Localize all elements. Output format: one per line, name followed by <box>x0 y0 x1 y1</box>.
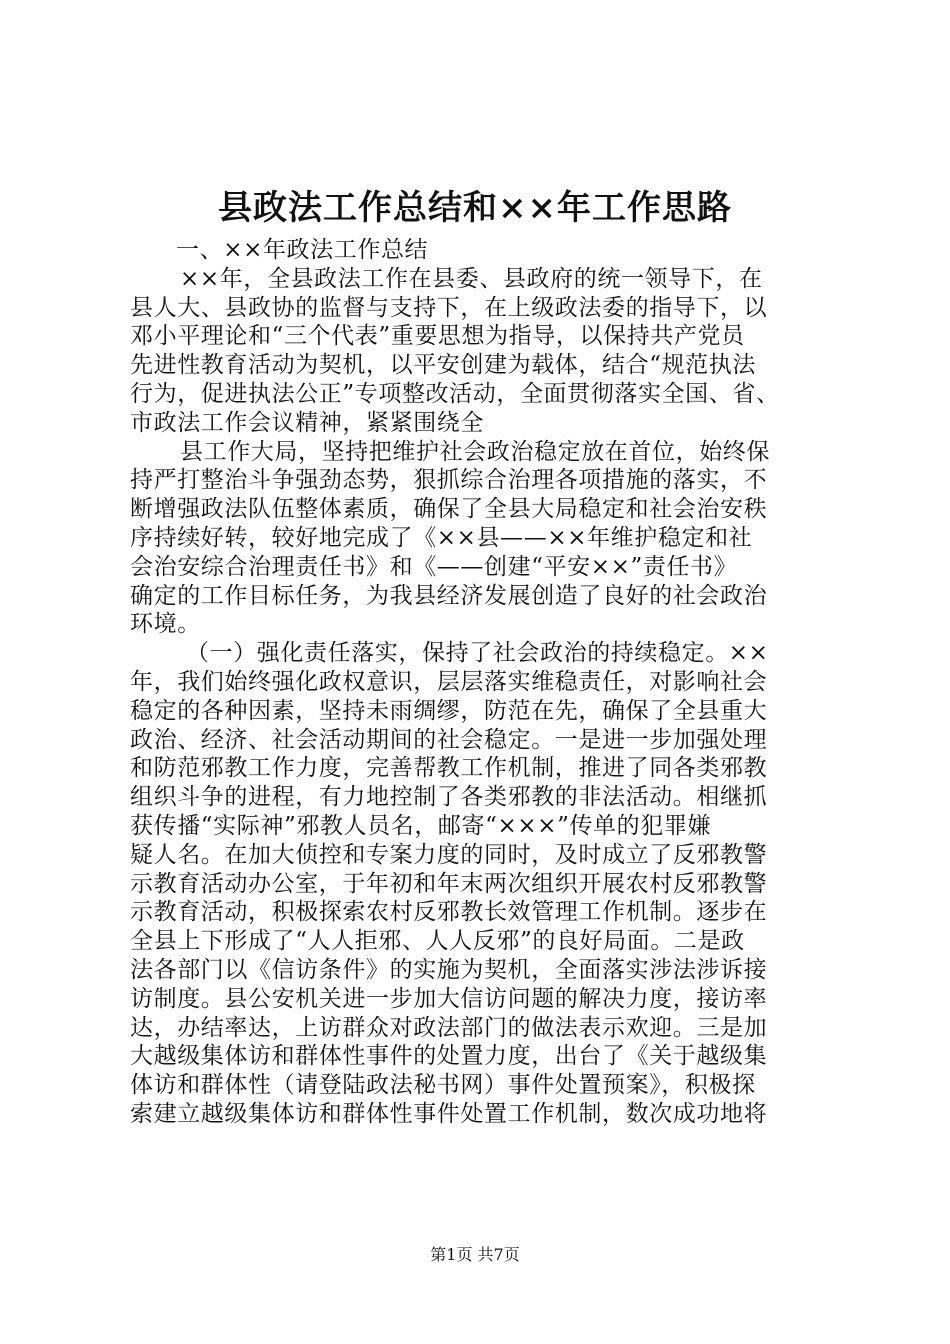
paragraph-line: 访制度。县公安机关进一步加大信访问题的解决力度，接访率 <box>130 985 768 1012</box>
paragraph-line: 和防范邪教工作力度，完善帮教工作机制，推进了同各类邪教 <box>130 755 768 782</box>
paragraph-line: 示教育活动办公室，于年初和年末两次组织开展农村反邪教警 <box>130 870 768 897</box>
paragraph-line: 大越级集体访和群体性事件的处置力度，出台了《关于越级集 <box>130 1043 768 1070</box>
paragraph-line: 持严打整治斗争强劲态势，狠抓综合治理各项措施的落实，不 <box>130 467 768 494</box>
paragraph-line: 体访和群体性（请登陆政法秘书网）事件处置预案》，积极探 <box>130 1072 756 1099</box>
paragraph-line: 示教育活动，积极探索农村反邪教长效管理工作机制。逐步在 <box>130 899 768 926</box>
paragraph-line: 会治安综合治理责任书》和《——创建“平安××”责任书》 <box>130 553 738 580</box>
paragraph-line: 组织斗争的进程，有力地控制了各类邪教的非法活动。相继抓 <box>130 784 768 811</box>
paragraph-line: 疑人名。在加大侦控和专案力度的同时，及时成立了反邪教警 <box>130 841 768 868</box>
paragraph-line: ××年，全县政法工作在县委、县政府的统一领导下，在 <box>180 265 763 292</box>
paragraph-line: 市政法工作会议精神，紧紧围绕全 <box>130 409 484 436</box>
paragraph-line: 县工作大局，坚持把维护社会政治稳定放在首位，始终保 <box>180 438 770 465</box>
paragraph-line: 断增强政法队伍整体素质，确保了全县大局稳定和社会治安秩 <box>130 496 768 523</box>
paragraph-line: 先进性教育活动为契机，以平安创建为载体，结合“规范执法 <box>130 352 756 379</box>
paragraph-line: 行为，促进执法公正”专项整改活动，全面贯彻落实全国、省、 <box>130 380 780 407</box>
paragraph-line: 获传播“实际神”邪教人员名，邮寄“×××”传单的犯罪嫌 <box>130 812 712 839</box>
document-body <box>130 236 850 1129</box>
section-heading: 一、××年政法工作总结 <box>176 237 429 263</box>
paragraph-line: 全县上下形成了“人人拒邪、人人反邪”的良好局面。二是政 <box>130 928 745 955</box>
paragraph-line: 政治、经济、社会活动期间的社会稳定。一是进一步加强处理 <box>130 726 768 753</box>
paragraph-line: 达，办结率达，上访群众对政法部门的做法表示欢迎。三是加 <box>130 1014 768 1041</box>
subsection-heading-line: （一）强化责任落实，保持了社会政治的持续稳定。×× <box>186 640 769 667</box>
paragraph-line: 序持续好转，较好地完成了《××县——××年维护稳定和社 <box>130 524 753 551</box>
paragraph-line: 确定的工作目标任务，为我县经济发展创造了良好的社会政治 <box>130 582 768 609</box>
page-number-footer: 第1页 共7页 <box>430 1245 520 1264</box>
paragraph-line: 邓小平理论和“三个代表”重要思想为指导，以保持共产党员 <box>130 323 745 350</box>
paragraph-line: 法各部门以《信访条件》的实施为契机，全面落实涉法涉诉接 <box>130 956 768 983</box>
document-title: 县政法工作总结和××年工作思路 <box>218 188 732 228</box>
paragraph-line: 年，我们始终强化政权意识，层层落实维稳责任，对影响社会 <box>130 668 768 695</box>
paragraph-line: 环境。 <box>130 611 201 638</box>
paragraph-line: 县人大、县政协的监督与支持下，在上级政法委的指导下，以 <box>130 294 768 321</box>
paragraph-line: 稳定的各种因素，坚持未雨绸缪，防范在先，确保了全县重大 <box>130 697 768 724</box>
paragraph-line: 索建立越级集体访和群体性事件处置工作机制，数次成功地将 <box>130 1100 768 1127</box>
